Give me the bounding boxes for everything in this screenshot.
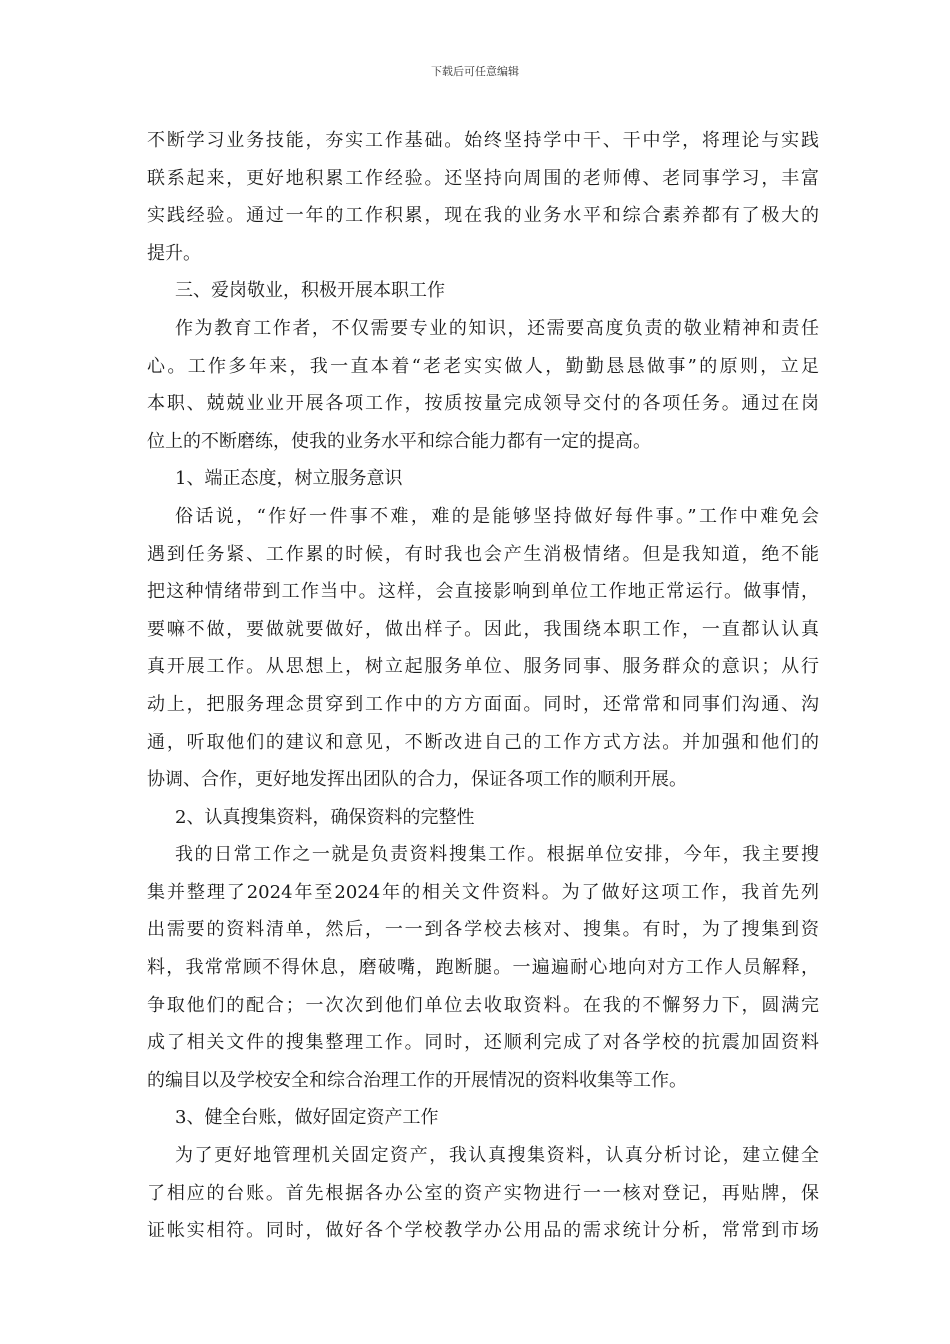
paragraph-line: 把这种情绪带到工作当中。这样，会直接影响到单位工作地正常运行。做事情， [147,581,819,603]
paragraph-line: 心。工作多年来，我一直本着“老老实实做人，勤勤恳恳做事”的原则，立足 [147,355,819,377]
paragraph-line: 我的日常工作之一就是负责资料搜集工作。根据单位安排，今年，我主要搜 [175,844,819,866]
paragraph-line: 位上的不断磨练，使我的业务水平和综合能力都有一定的提高。 [147,430,651,452]
paragraph-line: 协调、合作，更好地发挥出团队的合力，保证各项工作的顺利开展。 [147,769,687,791]
paragraph-line: 提升。 [147,242,201,264]
paragraph-line: 争取他们的配合；一次次到他们单位去收取资料。在我的不懈努力下，圆满完 [147,994,819,1016]
subsection-heading: 1、端正态度，树立服务意识 [175,468,403,490]
paragraph-line: 要嘛不做，要做就要做好，做出样子。因此，我围绕本职工作，一直都认认真 [147,618,819,640]
paragraph-line: 作为教育工作者，不仅需要专业的知识，还需要高度负责的敬业精神和责任 [175,317,819,339]
paragraph-line: 实践经验。通过一年的工作积累，现在我的业务水平和综合素养都有了极大的 [147,205,819,227]
paragraph-line: 遇到任务紧、工作累的时候，有时我也会产生消极情绪。但是我知道，绝不能 [147,543,819,565]
paragraph-line: 不断学习业务技能，夯实工作基础。始终坚持学中干、干中学，将理论与实践 [147,130,819,151]
paragraph-line: 真开展工作。从思想上，树立起服务单位、服务同事、服务群众的意识；从行 [147,656,819,678]
page-header: 下载后可任意编辑 [431,65,519,78]
paragraph-line: 出需要的资料清单，然后，一一到各学校去核对、搜集。有时，为了搜集到资 [147,919,819,941]
document-body [147,122,819,1250]
section-heading: 三、爱岗敬业，积极开展本职工作 [175,280,445,302]
paragraph-line: 集并整理了2024年至2024年的相关文件资料。为了做好这项工作，我首先列 [147,881,819,903]
subsection-heading: 2、认真搜集资料，确保资料的完整性 [175,806,475,828]
paragraph-line: 联系起来，更好地积累工作经验。还坚持向周围的老师傅、老同事学习，丰富 [147,167,819,189]
paragraph-line: 通，听取他们的建议和意见，不断改进自己的工作方式方法。并加强和他们的 [147,731,819,753]
paragraph-line: 为了更好地管理机关固定资产，我认真搜集资料，认真分析讨论，建立健全 [175,1145,819,1167]
subsection-heading: 3、健全台账，做好固定资产工作 [175,1107,439,1129]
paragraph-line: 的编目以及学校安全和综合治理工作的开展情况的资料收集等工作。 [147,1069,687,1091]
paragraph-line: 证帐实相符。同时，做好各个学校教学办公用品的需求统计分析，常常到市场 [147,1220,819,1242]
paragraph-line: 本职、兢兢业业开展各项工作，按质按量完成领导交付的各项任务。通过在岗 [147,393,819,415]
paragraph-line: 料，我常常顾不得休息，磨破嘴，跑断腿。一遍遍耐心地向对方工作人员解释， [147,957,819,979]
paragraph-line: 了相应的台账。首先根据各办公室的资产实物进行一一核对登记，再贴牌，保 [147,1182,819,1204]
paragraph-line: 成了相关文件的搜集整理工作。同时，还顺利完成了对各学校的抗震加固资料 [147,1032,819,1054]
paragraph-line: 动上，把服务理念贯穿到工作中的方方面面。同时，还常常和同事们沟通、沟 [147,693,819,715]
paragraph-line: 俗话说，“作好一件事不难，难的是能够坚持做好每件事。”工作中难免会 [175,505,819,527]
